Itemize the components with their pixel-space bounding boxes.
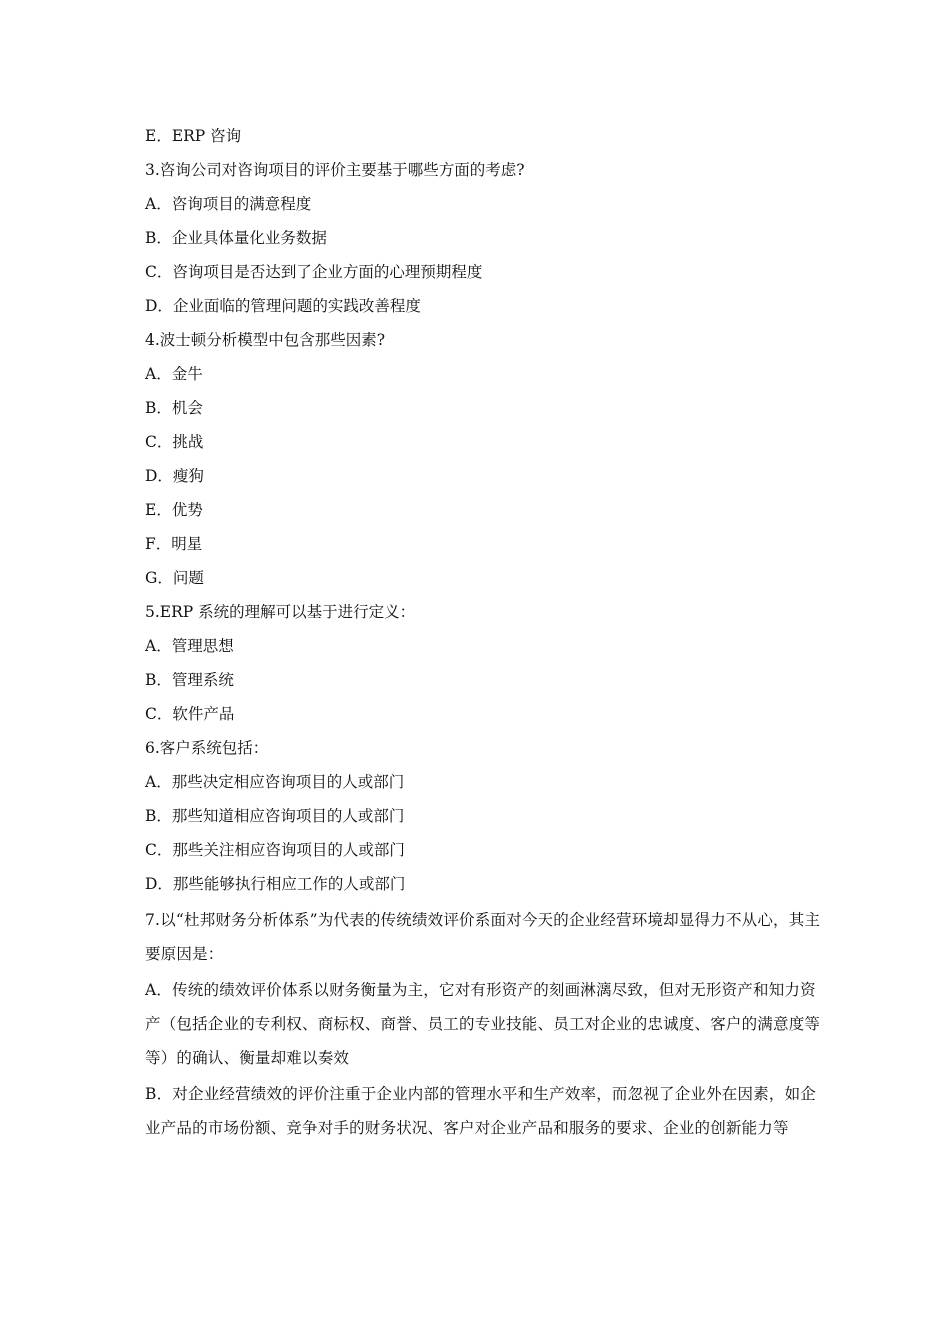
question-3-option-b: B．企业具体量化业务数据 bbox=[145, 229, 327, 247]
question-4-option-b: B．机会 bbox=[145, 399, 203, 417]
question-3: 3.咨询公司对咨询项目的评价主要基于哪些方面的考虑? bbox=[145, 161, 525, 179]
question-4-option-a: A．金牛 bbox=[145, 365, 203, 383]
question-4-option-c: C．挑战 bbox=[145, 433, 204, 451]
question-7-option-a: A．传统的绩效评价体系以财务衡量为主，它对有形资产的刻画淋漓尽致，但对无形资产和知力资产（包括企业的专利权、商标权、商誉、员工的专业技能、员工对企业的忠诚度、客户的满意度等等）的确认、衡量却难以奏效 bbox=[145, 981, 821, 1067]
question-3-option-d: D．企业面临的管理问题的实践改善程度 bbox=[145, 297, 421, 315]
question-4-option-g: G．问题 bbox=[145, 569, 204, 587]
question-4: 4.波士顿分析模型中包含那些因素? bbox=[145, 331, 386, 349]
question-3-option-a: A．咨询项目的满意程度 bbox=[145, 195, 312, 213]
question-6-option-b: B．那些知道相应咨询项目的人或部门 bbox=[145, 807, 405, 825]
option-e-erp: E．ERP 咨询 bbox=[145, 127, 242, 145]
question-5-option-b: B．管理系统 bbox=[145, 671, 234, 689]
document-body bbox=[145, 121, 825, 1147]
question-7-option-b: B．对企业经营绩效的评价注重于企业内部的管理水平和生产效率，而忽视了企业外在因素，如企业产品的市场份额、竞争对手的财务状况、客户对企业产品和服务的要求、企业的创新能力等 bbox=[145, 1085, 816, 1137]
question-6-option-c: C．那些关注相应咨询项目的人或部门 bbox=[145, 841, 405, 859]
question-6-option-a: A．那些决定相应咨询项目的人或部门 bbox=[145, 773, 405, 791]
question-6: 6.客户系统包括： bbox=[145, 739, 269, 757]
question-5: 5.ERP 系统的理解可以基于进行定义： bbox=[145, 603, 416, 621]
question-4-option-d: D．瘦狗 bbox=[145, 467, 204, 485]
question-6-option-d: D．那些能够执行相应工作的人或部门 bbox=[145, 875, 406, 893]
question-7: 7.以“杜邦财务分析体系”为代表的传统绩效评价系面对今天的企业经营环境却显得力不从心，其主要原因是： bbox=[145, 911, 821, 963]
question-5-option-c: C．软件产品 bbox=[145, 705, 235, 723]
question-5-option-a: A．管理思想 bbox=[145, 637, 234, 655]
question-3-option-c: C．咨询项目是否达到了企业方面的心理预期程度 bbox=[145, 263, 483, 281]
question-4-option-f: F．明星 bbox=[145, 535, 203, 553]
question-4-option-e: E．优势 bbox=[145, 501, 203, 519]
